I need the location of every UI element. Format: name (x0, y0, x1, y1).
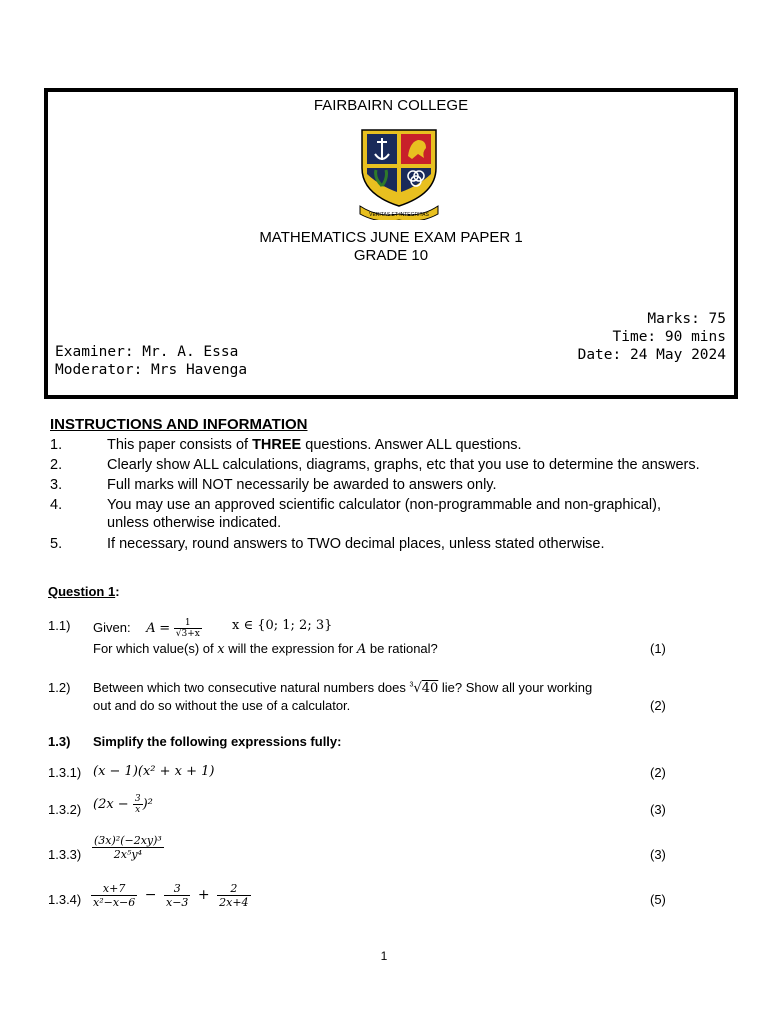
grade-label: GRADE 10 (353, 247, 429, 264)
time-label: Time: 90 mins (612, 329, 726, 345)
q1-1-number: 1.1) (48, 618, 71, 633)
q1-3-2-mark: (3) (650, 802, 666, 817)
svg-text:VERITAS ET INTEGRITAS: VERITAS ET INTEGRITAS (369, 212, 429, 218)
q1-1-given: Given: A = $\frac{1}{√3+x}$ (93, 618, 200, 639)
school-name: FAIRBAIRN COLLEGE (313, 97, 469, 114)
q1-2-mark: (2) (650, 698, 666, 713)
instruction-item: 1. This paper consists of THREE questions. Answer ALL questions. (50, 437, 522, 453)
q1-3-1-mark: (2) (650, 765, 666, 780)
q1-3-instruction: Simplify the following expressions fully: (93, 734, 342, 749)
paper-title-block (48, 229, 734, 265)
school-crest-logo (358, 128, 440, 220)
q1-3-4-number: 1.3.4) (48, 892, 82, 907)
cover-box (44, 88, 738, 399)
date-label: Date: 24 May 2024 (577, 347, 726, 363)
instruction-item: 3. Full marks will NOT necessarily be awarded to answers only. (50, 477, 497, 493)
paper-title: MATHEMATICS JUNE EXAM PAPER 1 (259, 229, 523, 246)
q1-3-1-expression: (x − 1)(x² + x + 1) (93, 764, 215, 779)
marks-label: Marks: 75 (647, 311, 726, 327)
q1-3-4-expression: $\frac{x+7}{\text{x²−x−6}}$ − $\frac{3}{x-3}$ + $\frac{2}{2x+4}$ (93, 882, 249, 909)
staff-info (55, 343, 247, 379)
q1-2-question: Between which two consecutive natural numbers does $^3$√40 lie? Show all your working (93, 680, 593, 696)
q1-3-2-number: 1.3.2) (48, 802, 82, 817)
q1-3-3-number: 1.3.3) (48, 847, 82, 862)
q1-2-question-line2: out and do so without the use of a calculator. (93, 698, 351, 713)
instruction-item: 4. You may use an approved scientific calculator (non-programmable and non-graphical), unless otherwise indicated. (50, 497, 661, 531)
moderator-label: Moderator: Mrs Havenga (55, 362, 248, 378)
q1-1-mark: (1) (650, 641, 666, 656)
q1-3-3-mark: (3) (650, 847, 666, 862)
instruction-item: 2. Clearly show ALL calculations, diagrams, graphs, etc that you use to determine the answers. (50, 457, 700, 473)
question-1-title: Question 1: (48, 584, 120, 599)
exam-meta (578, 310, 726, 364)
instruction-item: 5. If necessary, round answers to TWO decimal places, unless stated otherwise. (50, 536, 605, 552)
instructions-title: INSTRUCTIONS AND INFORMATION (50, 416, 308, 433)
q1-3-4-mark: (5) (650, 892, 666, 907)
q1-2-number: 1.2) (48, 680, 71, 695)
q1-1-question: For which value(s) of x will the expression for A be rational? (93, 641, 438, 657)
q1-3-1-number: 1.3.1) (48, 765, 82, 780)
q1-3-2-expression: (2x − $\frac{3}{x}$ )² (93, 794, 153, 815)
examiner-label: Examiner: Mr. A. Essa (55, 344, 239, 360)
q1-3-3-expression: $\frac{\text{(3x)²(−2xy)³}}{\text{2x⁵y⁴}}$ (94, 834, 162, 861)
q1-1-domain-set: x ∈ {0; 1; 2; 3} (232, 618, 333, 633)
q1-3-number: 1.3) (48, 734, 71, 749)
page-number: 1 (380, 949, 388, 963)
